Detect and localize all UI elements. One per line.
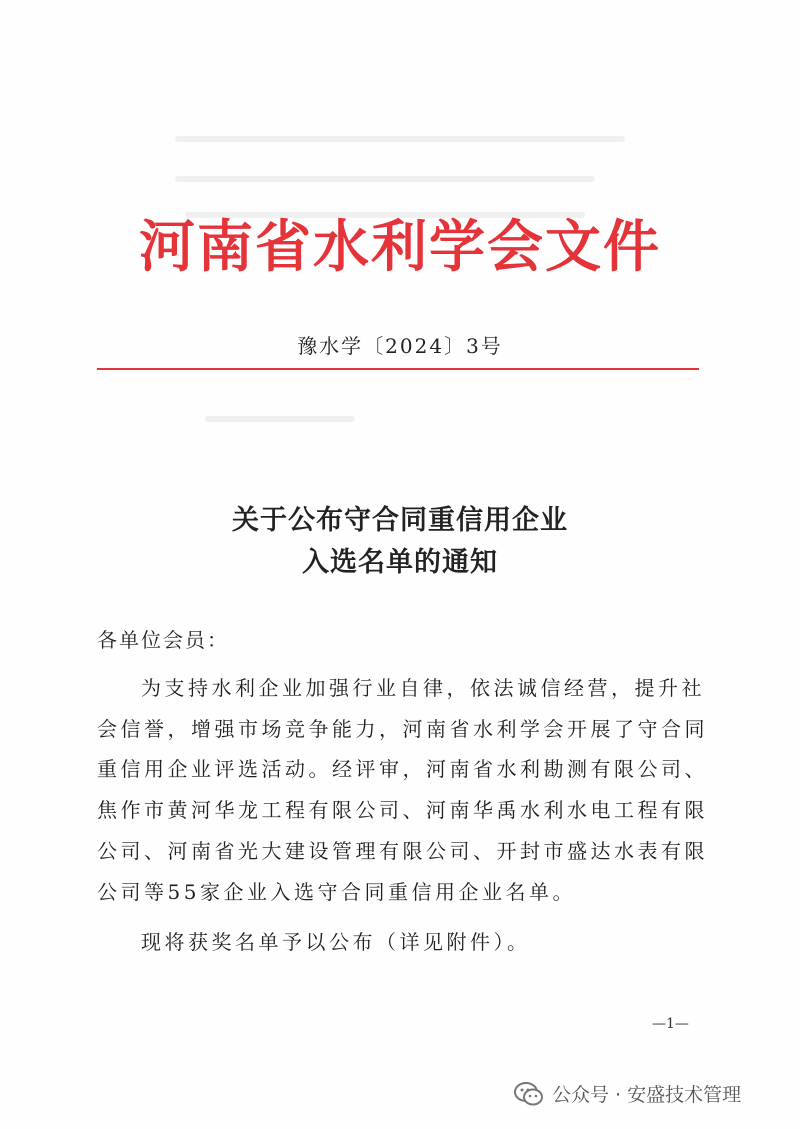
watermark (514, 1080, 741, 1107)
notice-title-line1: 关于公布守合同重信用企业 (232, 505, 568, 536)
bleed-through-mark (175, 136, 625, 142)
document-number: 豫水学〔2024〕3号 (297, 334, 503, 358)
bleed-through-mark (205, 416, 355, 422)
bleed-through-mark (175, 176, 595, 182)
notice-title-line2: 入选名单的通知 (302, 547, 498, 578)
header-divider (97, 368, 699, 370)
body-paragraph-announcement: 现将获奖名单予以公布（详见附件）。 (141, 930, 531, 954)
page-number: —1— (652, 1016, 689, 1032)
body-paragraph: 为支持水利企业加强行业自律，依法诚信经营，提升社会信誉，增强市场竞争能力，河南省水利学会开展了守合同重信用企业评选活动。经评审，河南省水利勘测有限公司、焦作市黄河华龙工程有限公司、河南华禹水利水电工程有限公司、河南省光大建设管理有限公司、开封市盛达水表有限公司等55家企业入选守合同重信用企业名单。 (97, 676, 708, 904)
document-header-title: 河南省水利学会文件 (139, 214, 661, 280)
watermark-text: 公众号 · 安盛技术管理 (552, 1084, 742, 1106)
salutation: 各单位会员： (97, 628, 229, 652)
wechat-icon (514, 1081, 544, 1107)
